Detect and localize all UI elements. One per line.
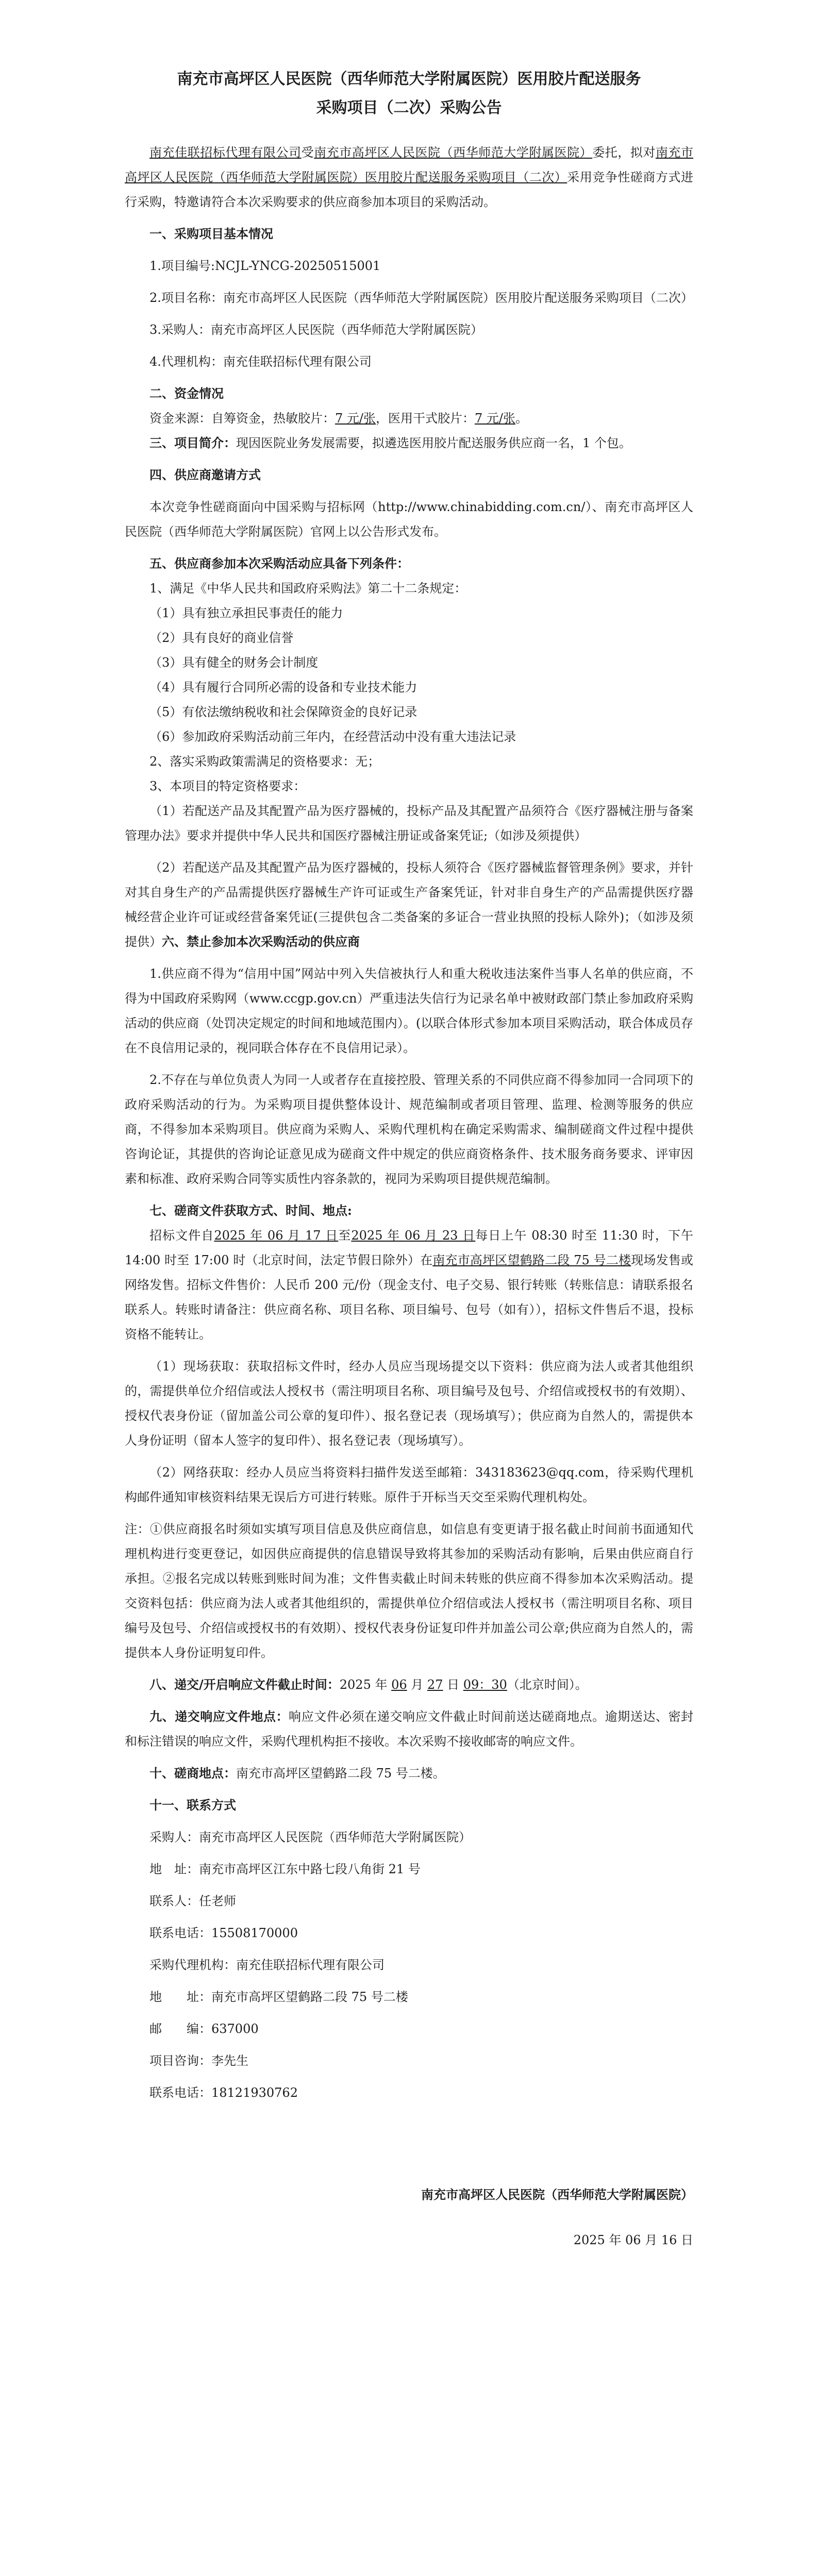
deadline-time: 09：30: [463, 1677, 507, 1692]
condition-1-4: （4）具有履行合同所必需的设备和专业技术能力: [149, 680, 418, 694]
agency-name: 南充佳联招标代理有限公司: [149, 145, 302, 160]
condition-2: 2、落实采购政策需满足的资格要求：无；: [149, 754, 380, 769]
section-9-heading: 九、递交响应文件地点：: [149, 1709, 289, 1724]
submission-place: 九、递交响应文件地点：响应文件必须在递交响应文件截止时间前送达磋商地点。逾期送达、密封和标注错误的响应文件，采购代理机构拒不接收。本次采购不接收邮寄的响应文件。: [125, 1709, 694, 1749]
dry-film-price: 7 元/张: [474, 411, 515, 426]
section-1-heading: 一、采购项目基本情况: [149, 226, 273, 241]
condition-3-2: （2）若配送产品及其配置产品为医疗器械的，投标人须符合《医疗器械监督管理条例》要求，并针对其自身生产的产品需提供医疗器械生产许可证或生产备案凭证，针对非自身生产的产品需提供医疗器械经营企业许可证或经营备案凭证(三提供包含二类备案的多证合一营业执照的投标人除外)；（如涉及须提供）六、禁止参加本次采购活动的供应商: [125, 860, 693, 949]
section-3-heading: 三、项目简介：: [149, 435, 236, 450]
buyer-contact-name: 采购人：南充市高坪区人民医院（西华师范大学附属医院）: [149, 1830, 471, 1844]
issue-date: 2025 年 06 月 16 日: [573, 2233, 693, 2247]
document-sale-terms: 招标文件自2025 年 06 月 17 日至2025 年 06 月 23 日每日上午 08:30 时至 11:30 时，下午 14:00 时至 17:00 时（北京时间，法定节假日除外）在南充市高坪区望鹤路二段 75 号二楼现场发售或网络发售。招标文件售价：人民币 200 元/份（现金支付、电子交易、银行转账（转账信息：请联系报名联系人。转账时请备注：供应商名称、项目名称、项目编号、包号（如有）），招标文件售后不退，投标资格不能转让。: [125, 1228, 694, 1342]
condition-3-1: （1）若配送产品及其配置产品为医疗器械的，投标产品及其配置产品须符合《医疗器械注册与备案管理办法》要求并提供中华人民共和国医疗器械注册证或备案凭证;（如涉及须提供）: [125, 804, 693, 843]
section-2-heading: 二、资金情况: [149, 386, 224, 401]
prohibition-2: 2.不存在与单位负责人为同一人或者存在直接控股、管理关系的不同供应商不得参加同一合同项下的政府采购活动的行为。为采购项目提供整体设计、规范编制或者项目管理、监理、检测等服务的供应商，不得参加本采购项目。供应商为采购人、采购代理机构在确定采购需求、编制磋商文件过程中提供咨询论证，其提供的咨询论证意见成为磋商文件中规定的供应商资格条件、技术服务商务要求、评审因素和标准、政府采购合同等实质性内容条款的，视同为采购项目提供规范编制。: [125, 1073, 693, 1186]
buyer-contact-person: 联系人：任老师: [149, 1894, 236, 1908]
online-acquisition: （2）网络获取：经办人员应当将资料扫描件发送至邮箱：343183623@qq.com，待采购代理机构邮件通知审核资料结果无误后方可进行转账。原件于开标当天交至采购代理机构处。: [125, 1465, 693, 1504]
project-number: 1.项目编号:NCJL-YNCG-20250515001: [149, 259, 381, 273]
invitation-method: 本次竞争性磋商面向中国采购与招标网（http://www.chinabidding.com.cn/）、南充市高坪区人民医院（西华师范大学附属医院）官网上以公告形式发布。: [125, 500, 693, 539]
buyer-phone: 联系电话：15508170000: [149, 1926, 298, 1940]
condition-1-5: （5）有依法缴纳税收和社会保障资金的良好记录: [149, 705, 418, 719]
sale-address: 南充市高坪区望鹤路二段 75 号二楼: [432, 1253, 631, 1267]
section-7-heading: 七、磋商文件获取方式、时间、地点:: [149, 1203, 352, 1218]
signature: 南充市高坪区人民医院（西华师范大学附属医院）: [421, 2187, 693, 2202]
acquisition-note: 注：①供应商报名时须如实填写项目信息及供应商信息，如信息有变更请于报名截止时间前书面通知代理机构进行变更登记，如因供应商提供的信息错误导致将其参加的采购活动有影响，后果由供应商自行承担。②报名完成以转账到账时间为准；文件售卖截止时间未转账的供应商不得参加本次采购活动。提交资料包括：供应商为法人或者其他组织的，需提供单位介绍信或法人授权书（需注明项目名称、项目编号及包号、介绍信或授权书的有效期）、授权代表身份证复印件并加盖公司公章;供应商为自然人的，需提供本人身份证明复印件。: [125, 1522, 693, 1660]
condition-1-2: （2）具有良好的商业信誉: [149, 631, 294, 645]
deadline-day: 27: [427, 1677, 443, 1692]
condition-1: 1、满足《中华人民共和国政府采购法》第二十二条规定：: [149, 581, 467, 596]
agency-phone: 联系电话：18121930762: [149, 2086, 298, 2100]
condition-1-6: （6）参加政府采购活动前三年内，在经营活动中没有重大违法记录: [149, 730, 516, 744]
condition-1-1: （1）具有独立承担民事责任的能力: [149, 606, 343, 620]
agency-contact-person: 项目咨询：李先生: [149, 2054, 248, 2068]
condition-3: 3、本项目的特定资格要求：: [149, 779, 306, 793]
agency-contact-name: 采购代理机构：南充佳联招标代理有限公司: [149, 1958, 385, 1972]
buyer-name: 南充市高坪区人民医院（西华师范大学附属医院）: [314, 145, 593, 160]
agency-address: 地 址：南充市高坪区望鹤路二段 75 号二楼: [149, 1990, 408, 2004]
project-title: 2.项目名称：南充市高坪区人民医院（西华师范大学附属医院）医用胶片配送服务采购项目（二次）: [149, 291, 693, 305]
consultation-place: 十、磋商地点：南充市高坪区望鹤路二段 75 号二楼。: [149, 1766, 445, 1781]
agency: 4.代理机构：南充佳联招标代理有限公司: [149, 354, 372, 369]
title-line-1: 南充市高坪区人民医院（西华师范大学附属医院）医用胶片配送服务: [177, 70, 641, 88]
section-10-heading: 十、磋商地点：: [149, 1766, 236, 1781]
contact-email: 343183623@qq.com: [475, 1465, 605, 1480]
thermal-film-price: 7 元/张: [335, 411, 376, 426]
fund-source: 资金来源：自筹资金，热敏胶片：7 元/张，医用干式胶片：7 元/张。: [149, 411, 528, 426]
title-line-2: 采购项目（二次）采购公告: [316, 99, 502, 117]
section-5-heading: 五、供应商参加本次采购活动应具备下列条件：: [149, 556, 409, 571]
onsite-acquisition: （1）现场获取：获取招标文件时，经办人员应当现场提交以下资料：供应商为法人或者其他组织的，需提供单位介绍信或法人授权书（需注明项目名称、项目编号及包号、介绍信或授权书的有效期）、授权代表身份证（留加盖公司公章的复印件）、报名登记表（现场填写）；供应商为自然人的，需提供本人身份证明（留本人签字的复印件）、报名登记表（现场填写）。: [125, 1359, 693, 1448]
sale-start-date: 2025 年 06 月 17 日: [214, 1228, 339, 1243]
prohibition-1: 1.供应商不得为“信用中国”网站中列入失信被执行人和重大税收违法案件当事人名单的供应商，不得为中国政府采购网（www.ccgp.gov.cn）严重违法失信行为记录名单中被财政部门禁止参加政府采购活动的供应商（处罚决定规定的时间和地域范围内）。(以联合体形式参加本项目采购活动，联合体成员存在不良信用记录的，视同联合体存在不良信用记录）。: [125, 967, 693, 1055]
section-4-heading: 四、供应商邀请方式: [149, 467, 261, 482]
section-6-heading: 六、禁止参加本次采购活动的供应商: [162, 934, 360, 949]
buyer-address: 地 址：南充市高坪区江东中路七段八角街 21 号: [149, 1862, 421, 1876]
condition-1-3: （3）具有健全的财务会计制度: [149, 655, 319, 670]
deadline-month: 06: [391, 1677, 407, 1692]
section-11-heading: 十一、联系方式: [149, 1798, 236, 1812]
project-brief: 三、项目简介：现因医院业务发展需要，拟遴选医用胶片配送服务供应商一名，1 个包。: [149, 435, 631, 450]
agency-zip: 邮 编：637000: [149, 2022, 259, 2036]
sale-end-date: 2025 年 06 月 23 日: [351, 1228, 476, 1243]
intro-paragraph: 南充佳联招标代理有限公司受南充市高坪区人民医院（西华师范大学附属医院）委托，拟对南充市高坪区人民医院（西华师范大学附属医院）医用胶片配送服务采购项目（二次）采用竞争性磋商方式进行采购，特邀请符合本次采购要求的供应商参加本项目的采购活动。: [125, 145, 694, 209]
project-name: 南充市高坪区人民医院（西华师范大学附属医院）医用胶片配送服务采购项目（二次）: [125, 145, 694, 184]
purchaser: 3.采购人：南充市高坪区人民医院（西华师范大学附属医院）: [149, 323, 483, 337]
section-8-heading: 八、递交/开启响应文件截止时间：: [149, 1677, 340, 1692]
deadline: 八、递交/开启响应文件截止时间：2025 年 06 月 27 日 09：30（北京时间）。: [149, 1677, 588, 1692]
